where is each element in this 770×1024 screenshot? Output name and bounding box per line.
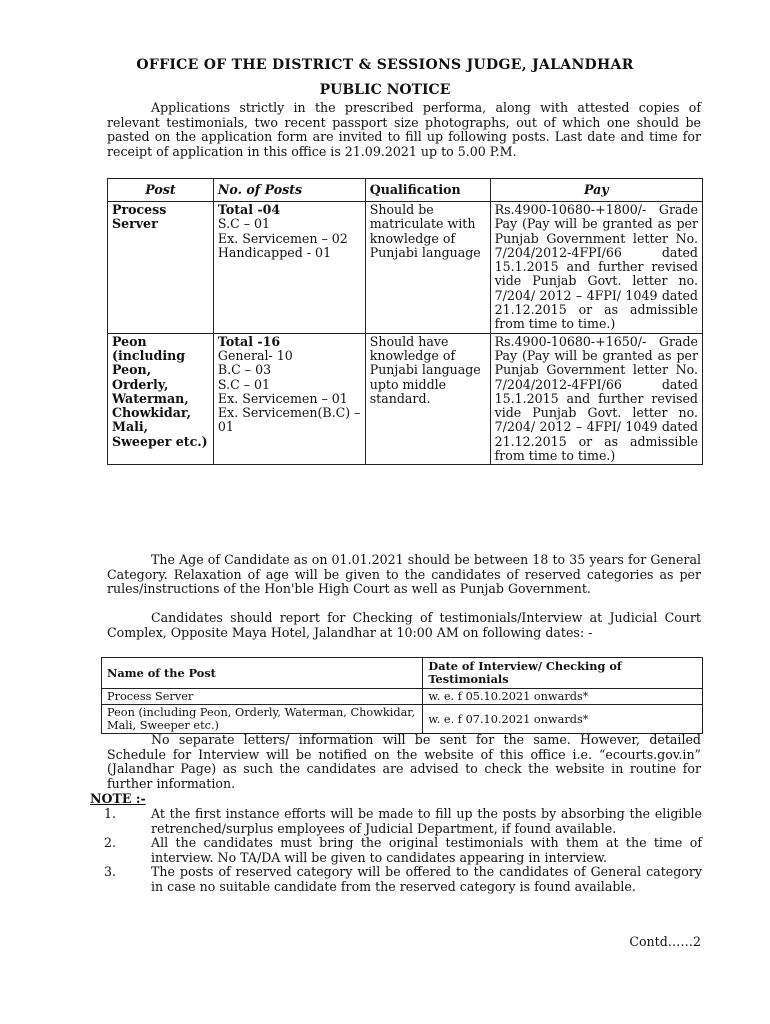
post-breakdown: General- 10 B.C – 03 S.C – 01 Ex. Servicemen – 01 Ex. Servicemen(B.C) – 01 xyxy=(217,347,361,435)
note-list xyxy=(100,807,702,895)
post-name: Peon (including Peon, Orderly, Waterman, Chowkidar, Mali, Sweeper etc.) xyxy=(108,333,214,465)
note-label: NOTE :- xyxy=(90,791,146,806)
header-no-of-posts: No. of Posts xyxy=(213,179,365,202)
post-breakdown: S.C – 01 Ex. Servicemen – 02 Handicapped - 01 xyxy=(217,216,348,260)
note-number: 1. xyxy=(104,806,117,821)
post-qualification: Should have knowledge of Punjabi language upto middle standard. xyxy=(365,333,490,465)
post-total: Total -04 xyxy=(217,202,281,217)
post-name: Process Server xyxy=(108,202,214,334)
note-number: 3. xyxy=(104,864,117,880)
table-row xyxy=(108,202,703,334)
intro-paragraph: Applications strictly in the prescribed performa, along with attested copies of relevant testimonials, two recent passport size photographs, out of which one should be pasted on the application form are invited to fill up following posts. Last date and time for receipt of application in this office is 21.09.2021 up to 5.00 P.M. xyxy=(107,100,701,159)
list-item xyxy=(100,865,702,894)
post-pay: Rs.4900-10680-+1800/- Grade Pay (Pay will be granted as per Punjab Government letter No. 7/204/2012-4FPI/66 dated 15.1.2015 and further revised vide Punjab Govt. letter no. 7/204/ 2012 – 4FPI/ 1049 dated 21.12.2015 or as admissible from time to time.) xyxy=(490,202,702,334)
interview-date: w. e. f 05.10.2021 onwards* xyxy=(423,689,703,705)
list-item xyxy=(100,807,702,836)
header-qualification: Qualification xyxy=(365,179,490,202)
table-row xyxy=(102,705,703,734)
posts-table-header xyxy=(108,179,703,202)
header-date-of-interview: Date of Interview/ Checking of Testimonials xyxy=(423,658,703,689)
note-text: All the candidates must bring the original testimonials with them at the time of interview. No TA/DA will be given to candidates appearing in interview. xyxy=(151,835,702,865)
note-text: The posts of reserved category will be offered to the candidates of General category in case no suitable candidate from the reserved category is found available. xyxy=(151,864,702,894)
interview-date: w. e. f 07.10.2021 onwards* xyxy=(423,705,703,734)
interview-table xyxy=(101,657,703,734)
age-paragraph: The Age of Candidate as on 01.01.2021 should be between 18 to 35 years for General Category. Relaxation of age will be given to the candidates of reserved categories as per rules/instructions of the Hon'ble High Court as well as Punjab Government. xyxy=(107,552,701,597)
header-post: Post xyxy=(108,179,214,202)
list-item xyxy=(100,836,702,865)
interview-post: Peon (including Peon, Orderly, Waterman, Chowkidar, Mali, Sweeper etc.) xyxy=(102,705,423,734)
header-pay: Pay xyxy=(490,179,702,202)
no-separate-letters-paragraph: No separate letters/ information will be sent for the same. However, detailed Schedule for Interview will be notified on the website of this office i.e. “ecourts.gov.in” (Jalandhar Page) as such the candidates are advised to check the website in routine for further information. xyxy=(107,732,701,791)
post-count xyxy=(213,202,365,334)
posts-table xyxy=(107,178,703,465)
table-row xyxy=(108,333,703,465)
table-row xyxy=(102,689,703,705)
post-total: Total -16 xyxy=(217,333,281,349)
report-paragraph: Candidates should report for Checking of testimonials/Interview at Judicial Court Complex, Opposite Maya Hotel, Jalandhar at 10:00 AM on following dates: - xyxy=(107,610,701,640)
post-qualification: Should be matriculate with knowledge of Punjabi language xyxy=(365,202,490,334)
interview-post: Process Server xyxy=(102,689,423,705)
note-number: 2. xyxy=(104,835,117,851)
interview-table-header xyxy=(102,658,703,689)
office-title: OFFICE OF THE DISTRICT & SESSIONS JUDGE, JALANDHAR xyxy=(136,57,634,73)
post-count xyxy=(213,333,365,465)
note-text: At the first instance efforts will be made to fill up the posts by absorbing the eligible retrenched/surplus employees of Judicial Department, if found available. xyxy=(151,806,702,836)
notice-title: PUBLIC NOTICE xyxy=(319,82,451,98)
post-pay: Rs.4900-10680-+1650/- Grade Pay (Pay will be granted as per Punjab Government letter No. 7/204/2012-4FPI/66 dated 15.1.2015 and further revised vide Punjab Govt. letter no. 7/204/ 2012 – 4FPI/ 1049 dated 21.12.2015 or as admissible from time to time.) xyxy=(490,333,702,465)
header-name-of-post: Name of the Post xyxy=(102,658,423,689)
continued-marker: Contd……2 xyxy=(629,934,701,949)
